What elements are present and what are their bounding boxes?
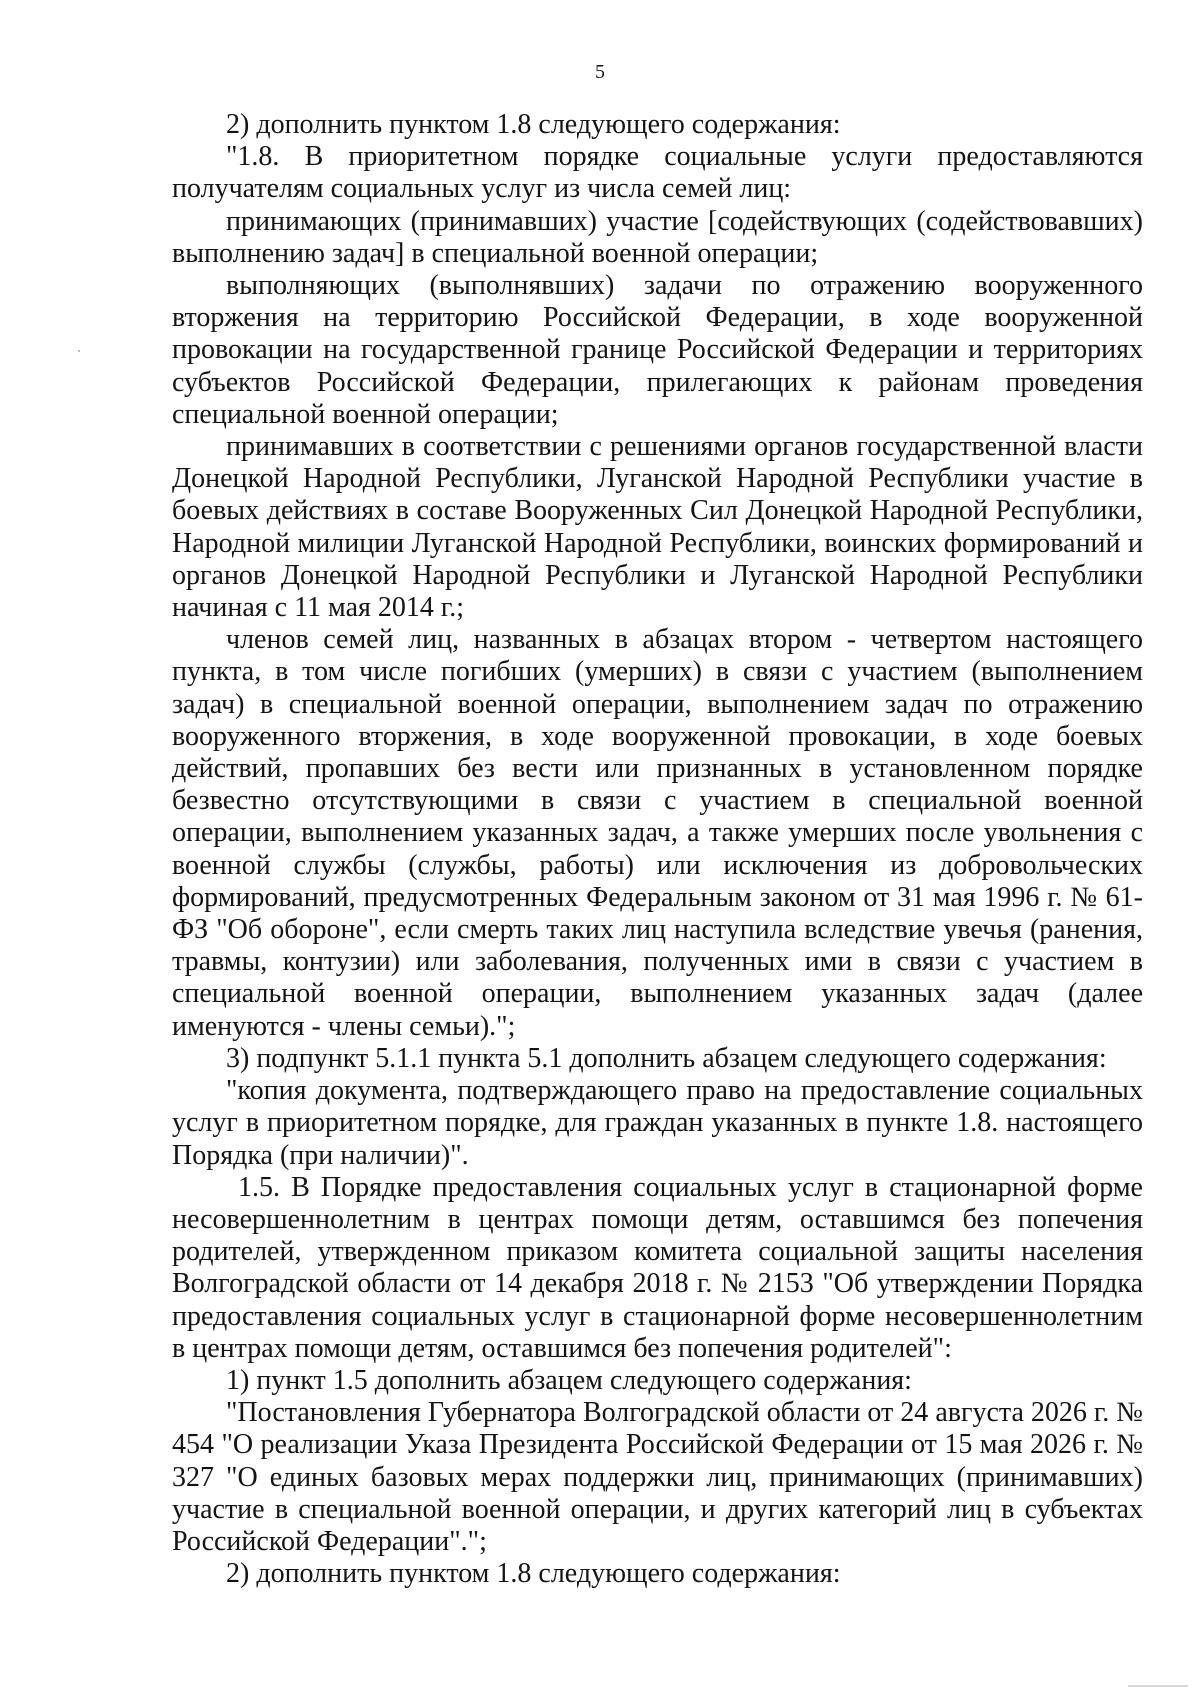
paragraph-dnr-lnr-participants: принимавших в соответствии с решениями органов государственной власти Донецкой Народной Республики, Луганской Народной Республики участие в боевых действиях в составе Вооруженных Сил Донецкой Народной Республики, Народной милиции Луганской Народной Республики, воинских формирований и органов Донецкой Народной Республики и Луганской Народной Республики начиная с 11 мая 2014 г.;: [172, 431, 1143, 624]
paragraph-governor-decree: "Постановления Губернатора Волгоградской области от 24 августа 2026 г. № 454 "О реализации Указа Президента Российской Федерации от 15 мая 2026 г. № 327 "О единых базовых мерах поддержки лиц, принимающих (принимавших) участие в специальной военной операции, и других категорий лиц в субъектах Российской Федерации".";: [172, 1397, 1143, 1557]
paragraph-item-1-intro: 1) пункт 1.5 дополнить абзацем следующего содержания:: [226, 1364, 912, 1396]
paragraph-section-1-5: 1.5. В Порядке предоставления социальных услуг в стационарной форме несовершеннолетним в центрах помощи детям, оставшимся без попечения родителей, утвержденном приказом комитета социальной защиты населения Волгоградской области от 14 декабря 2018 г. № 2153 "Об утверждении Порядка предоставления социальных услуг в стационарной форме несовершеннолетним в центрах помощи детям, оставшимся без попечения родителей":: [172, 1171, 1143, 1364]
scan-speck: [78, 350, 80, 352]
paragraph-performing-tasks: выполняющих (выполнявших) задачи по отражению вооруженного вторжения на территорию Российской Федерации, в ходе вооруженной провокации на государственной границе Российской Федерации и территориях субъектов Российской Федерации, прилегающих к районам проведения специальной военной операции;: [172, 270, 1143, 430]
page-number: 5: [595, 61, 605, 83]
paragraph-item-3-intro: 3) подпункт 5.1.1 пункта 5.1 дополнить абзацем следующего содержания:: [226, 1042, 1107, 1074]
scan-speck-bottom: [1128, 1685, 1188, 1687]
paragraph-family-members: членов семей лиц, названных в абзацах втором - четвертом настоящего пункта, в том числе погибших (умерших) в связи с участием (выполнением задач) в специальной военной операции, выполнением задач по отражению вооруженного вторжения, в ходе вооруженной провокации, в ходе боевых действий, пропавших без вести или признанных в установленном порядке безвестно отсутствующими в связи с участием в специальной военной операции, выполнением указанных задач, а также умерших после увольнения с военной службы (службы, работы) или исключения из добровольческих формирований, предусмотренных Федеральным законом от 31 мая 1996 г. № 61-ФЗ "Об обороне", если смерть таких лиц наступила вследствие увечья (ранения, травмы, контузии) или заболевания, полученных ими в связи с участием в специальной военной операции, выполнением указанных задач (далее именуются - члены семьи).";: [172, 624, 1143, 1042]
paragraph-item-2-repeat: 2) дополнить пунктом 1.8 следующего содержания:: [226, 1558, 841, 1590]
paragraph-document-copy: "копия документа, подтверждающего право на предоставление социальных услуг в приоритетном порядке, для граждан указанных в пункте 1.8. настоящего Порядка (при наличии)".: [172, 1075, 1143, 1171]
paragraph-point-1-8-intro: "1.8. В приоритетном порядке социальные услуги предоставляются получателям социальных услуг из числа семей лиц:: [172, 141, 1143, 205]
document-body: [172, 109, 1143, 1590]
paragraph-participants: принимающих (принимавших) участие [содействующих (содействовавших) выполнению задач] в специальной военной операции;: [172, 205, 1143, 269]
paragraph-item-2-intro: 2) дополнить пунктом 1.8 следующего содержания:: [226, 109, 841, 140]
